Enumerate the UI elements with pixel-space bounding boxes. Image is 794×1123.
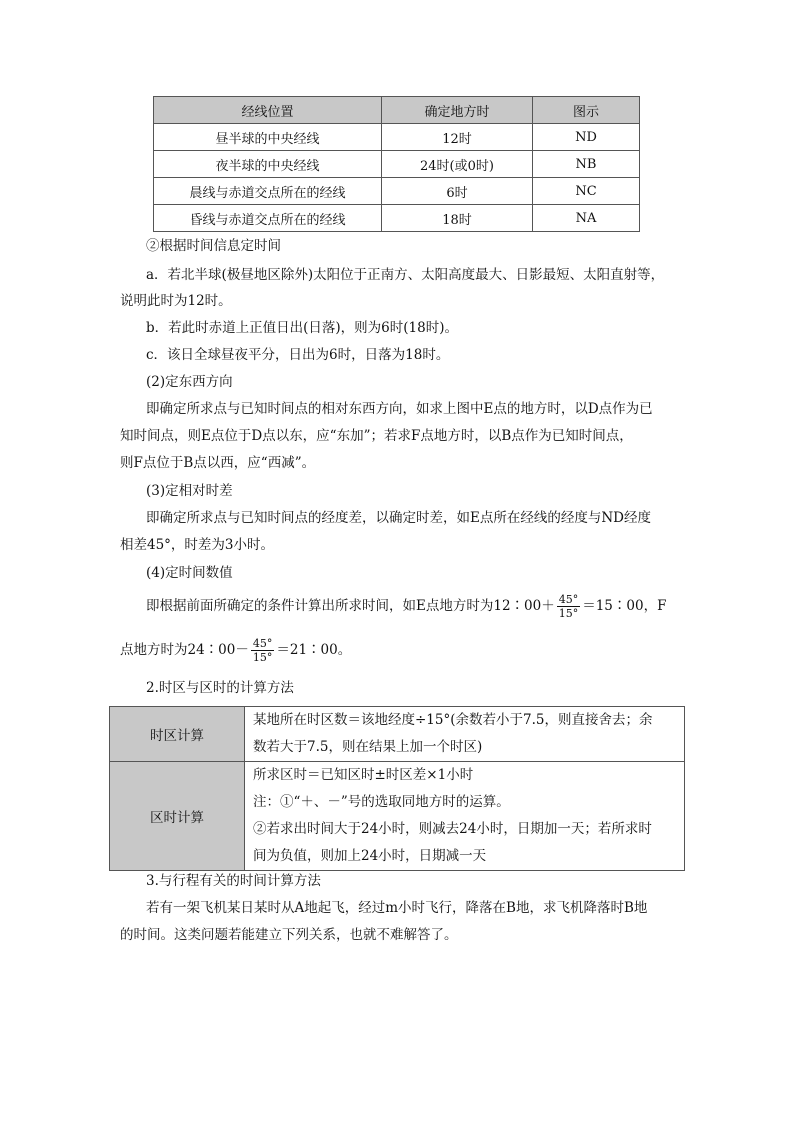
time-zone-table bbox=[109, 706, 685, 871]
table-cell: ND bbox=[533, 124, 640, 151]
table-cell: NA bbox=[533, 205, 640, 232]
table-cell: NB bbox=[533, 151, 640, 178]
meridian-time-table bbox=[153, 96, 640, 232]
paragraph-line: 的时间。这类问题若能建立下列关系，也就不难解答了。 bbox=[120, 927, 458, 943]
paragraph-line: b．若此时赤道上正值日出(日落)，则为6时(18时)。 bbox=[146, 320, 458, 336]
table-header-row bbox=[154, 97, 640, 124]
subsection-heading: (2)定东西方向 bbox=[146, 374, 233, 390]
column-header: 经线位置 bbox=[154, 97, 382, 124]
calculation-line bbox=[146, 589, 666, 623]
table-cell: 昏线与赤道交点所在的经线 bbox=[154, 205, 382, 232]
paragraph-line: 若有一架飞机某日某时从A地起飞，经过m小时飞行，降落在B地，求飞机降落时B地 bbox=[146, 900, 648, 916]
paragraph-line: 则F点位于B点以西，应“西减”。 bbox=[120, 455, 316, 471]
table-cell: 18时 bbox=[382, 205, 533, 232]
table-cell bbox=[245, 762, 685, 871]
table-row bbox=[110, 762, 685, 871]
calc-text: ＝15∶00，F bbox=[582, 598, 667, 614]
cell-line: ②若求出时间大于24小时，则减去24小时，日期加一天；若所求时 bbox=[253, 821, 652, 837]
cell-line: 注：①“＋、－”号的选取同地方时的运算。 bbox=[253, 794, 510, 810]
cell-line: 数若大于7.5，则在结果上加一个时区) bbox=[253, 739, 483, 755]
table-row bbox=[110, 707, 685, 762]
subsection-heading: ②根据时间信息定时间 bbox=[146, 238, 281, 254]
row-header: 区时计算 bbox=[110, 762, 245, 871]
fraction bbox=[557, 593, 581, 620]
subsection-heading: (3)定相对时差 bbox=[146, 483, 233, 499]
table-cell bbox=[245, 707, 685, 762]
table-row bbox=[154, 151, 640, 178]
paragraph-line: 说明此时为12时。 bbox=[120, 293, 232, 309]
table-cell: 24时(或0时) bbox=[382, 151, 533, 178]
section-heading: 2.时区与区时的计算方法 bbox=[146, 680, 294, 696]
column-header: 确定地方时 bbox=[382, 97, 533, 124]
calc-text: 点地方时为24∶00－ bbox=[120, 642, 249, 658]
cell-line: 间为负值，则加上24小时，日期减一天 bbox=[253, 848, 487, 864]
paragraph-line: 相差45°，时差为3小时。 bbox=[120, 537, 275, 553]
paragraph-line: 知时间点，则E点位于D点以东，应“东加”；若求F点地方时，以B点作为已知时间点， bbox=[120, 428, 633, 444]
table-cell: 12时 bbox=[382, 124, 533, 151]
paragraph-line: 即确定所求点与已知时间点的相对东西方向，如求上图中E点的地方时，以D点作为已 bbox=[146, 401, 653, 417]
table-row bbox=[154, 124, 640, 151]
fraction bbox=[251, 637, 275, 664]
fraction-denominator: 15° bbox=[558, 607, 579, 620]
calc-text: ＝21∶00。 bbox=[276, 642, 352, 658]
fraction-denominator: 15° bbox=[252, 651, 273, 664]
subsection-heading: (4)定时间数值 bbox=[146, 565, 233, 581]
table-cell: 6时 bbox=[382, 178, 533, 205]
column-header: 图示 bbox=[533, 97, 640, 124]
table-row bbox=[154, 205, 640, 232]
table-row bbox=[154, 178, 640, 205]
table-cell: 夜半球的中央经线 bbox=[154, 151, 382, 178]
fraction-numerator: 45° bbox=[252, 637, 273, 650]
row-header: 时区计算 bbox=[110, 707, 245, 762]
section-heading: 3.与行程有关的时间计算方法 bbox=[146, 873, 321, 889]
fraction-numerator: 45° bbox=[558, 593, 579, 606]
paragraph-line: 即确定所求点与已知时间点的经度差，以确定时差，如E点所在经线的经度与ND经度 bbox=[146, 510, 651, 526]
paragraph-line: a．若北半球(极昼地区除外)太阳位于正南方、太阳高度最大、日影最短、太阳直射等， bbox=[146, 267, 665, 283]
table-cell: 晨线与赤道交点所在的经线 bbox=[154, 178, 382, 205]
calc-text: 即根据前面所确定的条件计算出所求时间，如E点地方时为12∶00＋ bbox=[146, 598, 555, 614]
calculation-line bbox=[120, 633, 351, 667]
cell-line: 所求区时＝已知区时±时区差×1小时 bbox=[253, 767, 474, 783]
table-cell: NC bbox=[533, 178, 640, 205]
table-cell: 昼半球的中央经线 bbox=[154, 124, 382, 151]
paragraph-line: c．该日全球昼夜平分，日出为6时，日落为18时。 bbox=[146, 347, 450, 363]
cell-line: 某地所在时区数＝该地经度÷15°(余数若小于7.5，则直接舍去；余 bbox=[253, 712, 653, 728]
